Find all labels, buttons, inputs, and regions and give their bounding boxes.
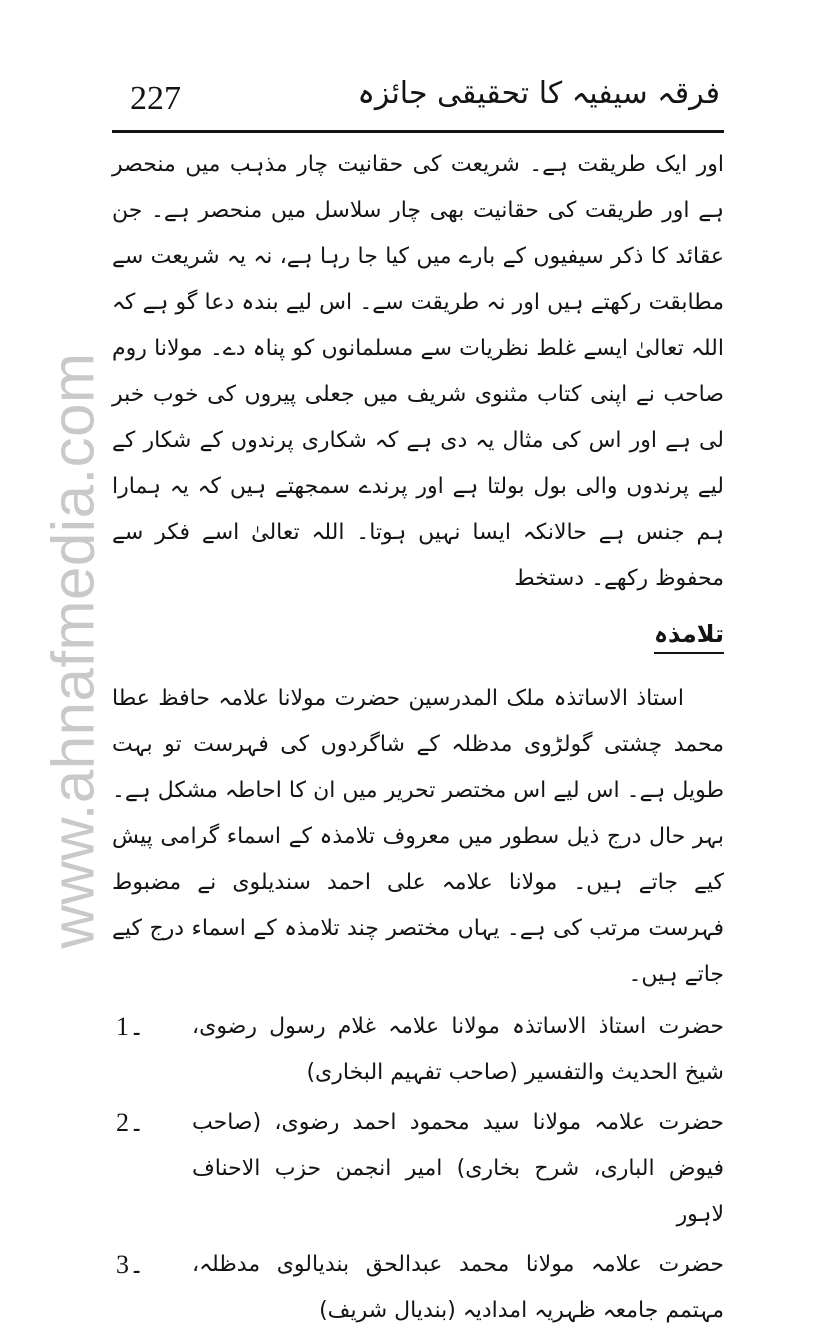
list-item-number: 3۔ [116,1250,145,1279]
students-list [112,1004,724,1334]
list-item-text: حضرت استاذ الاساتذہ مولانا علامہ غلام رسول رضوی، شیخ الحدیث والتفسیر (صاحب تفہیم البخاری) [192,1014,724,1085]
list-item-text: حضرت علامہ مولانا سید محمود احمد رضوی، (صاحب فیوض الباری، شرح بخاری) امیر انجمن حزب الاحناف لاہور [192,1110,724,1227]
watermark-text: www.ahnafmedia.com [39,352,107,948]
running-title: فرقہ سیفیہ کا تحقیقی جائزہ [357,76,720,111]
section-heading [112,620,724,654]
intro-paragraph: اور ایک طریقت ہے۔ شریعت کی حقانیت چار مذہب میں منحصر ہے اور طریقت کی حقانیت بھی چار سلاسل میں منحصر ہے۔ جن عقائد کا ذکر سیفیوں کے بارے میں کیا جا رہا ہے، نہ یہ شریعت سے مطابقت رکھتے ہیں اور نہ طریقت سے۔ اس لیے بندہ دعا گو ہے کہ اللہ تعالیٰ ایسے غلط نظریات سے مسلمانوں کو پناہ دے۔ مولانا روم صاحب نے اپنی کتاب مثنوی شریف میں جعلی پیروں کی خوب خبر لی ہے اور اس کی مثال یہ دی ہے کہ شکاری پرندوں کے شکار کے لیے پرندوں والی بول بولتا ہے اور پرندے سمجھتے ہیں کہ یہ ہمارا ہم جنس ہے حالانکہ ایسا نہیں ہوتا۔ اللہ تعالیٰ اسے فکر سے محفوظ رکھے۔ دستخط [112,152,724,591]
page-header [112,74,724,132]
section-heading-text: تلامذہ [654,620,724,654]
list-item [112,1004,724,1096]
list-item-text: حضرت علامہ مولانا محمد عبدالحق بندیالوی مدظلہ، مہتمم جامعہ ظہریہ امدادیہ (بندیال شریف) [192,1252,724,1323]
page-number: 227 [130,80,181,117]
list-item-number: 2۔ [116,1108,145,1137]
page-body [112,142,724,1338]
watermark [28,310,118,990]
list-item [112,1100,724,1238]
list-item [112,1242,724,1334]
header-divider [112,130,724,133]
list-item-number: 1۔ [116,1012,145,1041]
body-paragraph: استاذ الاساتذہ ملک المدرسین حضرت مولانا علامہ حافظ عطا محمد چشتی گولڑوی مدظلہ کے شاگردوں کی فہرست تو بہت طویل ہے۔ اس لیے اس مختصر تحریر میں ان کا احاطہ مشکل ہے۔ بہر حال درج ذیل سطور میں معروف تلامذہ کے اسماء گرامی پیش کیے جاتے ہیں۔ مولانا علامہ علی احمد سندیلوی نے مضبوط فہرست مرتب کی ہے۔ یہاں مختصر چند تلامذہ کے اسماء درج کیے جاتے ہیں۔ [112,686,724,987]
